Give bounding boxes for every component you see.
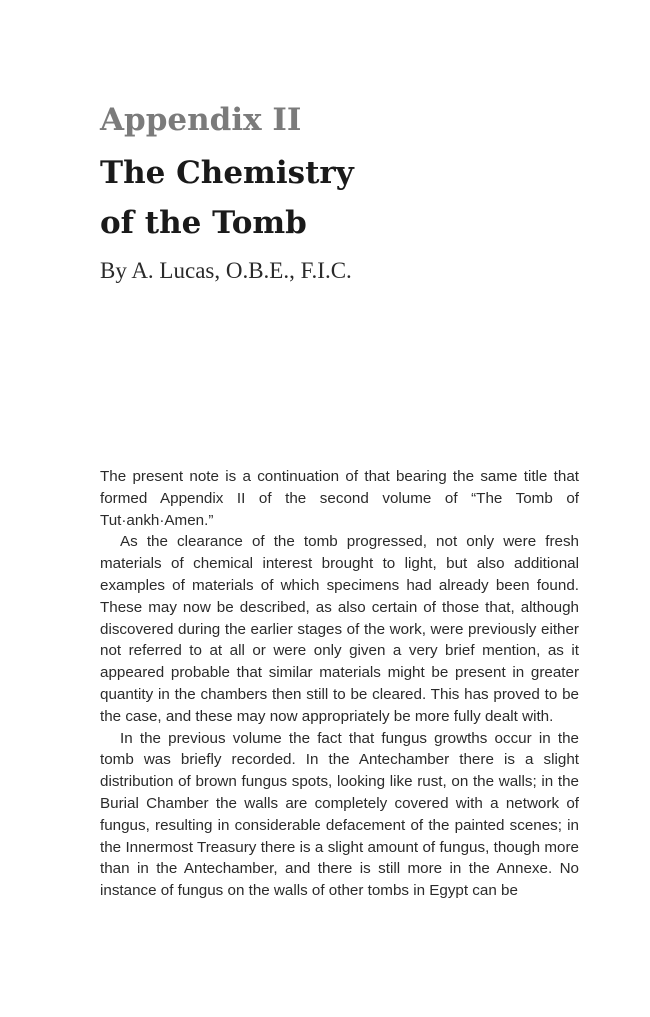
- author-byline: By A. Lucas, O.B.E., F.I.C.: [100, 258, 352, 283]
- paragraph-1: The present note is a continuation of that bearing the same title that formed Appendix II of the second volume of “The Tomb of Tut·ankh·Amen.”: [100, 468, 579, 529]
- chapter-title-line-2: of the Tomb: [100, 205, 307, 241]
- paragraph-2: As the clearance of the tomb progressed, not only were fresh materials of chemical interest brought to light, but also additional examples of materials of which specimens had already been found. These may now be described, as also certain of those that, although discovered during the earlier stages of the work, were previously either not referred to at all or were only given a very brief mention, as it appeared probable that similar materials might be present in greater quantity in the chambers then still to be cleared. This has proved to be the case, and these may now appropriately be more fully dealt with.: [100, 533, 579, 725]
- chapter-title: [100, 148, 354, 248]
- chapter-title-line-1: The Chemistry: [100, 155, 354, 191]
- body-text: [100, 466, 579, 902]
- appendix-label: Appendix II: [100, 102, 302, 138]
- paragraph-3: In the previous volume the fact that fungus growths occur in the tomb was briefly recorded. In the Antechamber there is a slight distribution of brown fungus spots, looking like rust, on the walls; in the Burial Chamber the walls are completely covered with a network of fungus, resulting in considerable defacement of the painted scenes; in the Innermost Treasury there is a slight amount of fungus, though more than in the Antechamber, and there is still more in the Annexe. No instance of fungus on the walls of other tombs in Egypt can be: [100, 729, 579, 900]
